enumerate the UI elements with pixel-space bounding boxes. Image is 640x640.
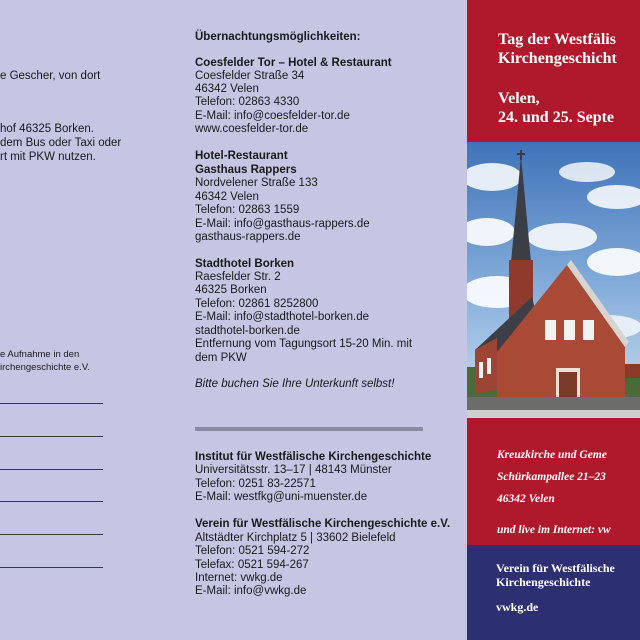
hotel-detail: stadthotel-borken.de <box>195 325 300 337</box>
hotel-detail: 46342 Velen <box>195 191 259 203</box>
hotel-detail: Telefon: 02863 4330 <box>195 96 300 108</box>
hotel-name: Coesfelder Tor – Hotel & Restaurant <box>195 57 392 69</box>
accommodation-heading: Übernachtungsmöglichkeiten: <box>195 31 361 43</box>
hotel-detail: Raesfelder Str. 2 <box>195 271 281 283</box>
hotel-detail: E-Mail: info@stadthotel-borken.de <box>195 311 370 323</box>
organizer-name: Verein für Westfälische <box>496 561 615 575</box>
contact-detail: Telefax: 0521 594-267 <box>195 559 309 571</box>
contact-detail: Universitätsstr. 13–17 | 48143 Münster <box>195 464 392 476</box>
text-fragment: rt mit PKW nutzen. <box>0 151 96 163</box>
cover-panel <box>467 0 640 640</box>
hotel-detail: Entfernung vom Tagungsort 15-20 Min. mit <box>195 338 413 350</box>
form-note: irchengeschichte e.V. <box>0 362 90 373</box>
text-fragment: dem Bus oder Taxi oder <box>0 137 122 149</box>
hotel-detail: dem PKW <box>195 352 247 364</box>
hotel-detail: 46342 Velen <box>195 83 259 95</box>
venue-line: 46342 Velen <box>497 493 555 505</box>
livestream-line: und live im Internet: vw <box>497 524 611 536</box>
church-photo <box>467 142 640 410</box>
hotel-detail: Nordvelener Straße 133 <box>195 177 318 189</box>
organizer-block <box>467 542 640 640</box>
title-block <box>467 0 640 142</box>
hotel-detail: Telefon: 02863 1559 <box>195 204 300 216</box>
form-line <box>0 436 103 437</box>
contact-detail: Internet: vwkg.de <box>195 572 283 584</box>
event-date: Velen, <box>498 90 540 107</box>
church-image <box>467 142 640 410</box>
text-fragment: hof 46325 Borken. <box>0 123 94 135</box>
hotel-detail: Coesfelder Straße 34 <box>195 70 305 82</box>
booking-note: Bitte buchen Sie Ihre Unterkunft selbst! <box>195 378 395 390</box>
hotel-name: Hotel-Restaurant <box>195 150 288 162</box>
venue-line: Kreuzkirche und Geme <box>497 449 607 461</box>
section-divider <box>195 427 423 431</box>
form-line <box>0 403 103 404</box>
hotel-detail: Telefon: 02861 8252800 <box>195 298 319 310</box>
middle-column <box>185 0 467 640</box>
form-line <box>0 534 103 535</box>
hotel-name: Gasthaus Rappers <box>195 164 297 176</box>
venue-line: Schürkampallee 21–23 <box>497 471 606 483</box>
text-fragment: e Gescher, von dort <box>0 70 101 82</box>
form-line <box>0 501 103 502</box>
contact-detail: E-Mail: info@vwkg.de <box>195 585 307 597</box>
hotel-detail: www.coesfelder-tor.de <box>195 123 309 135</box>
hotel-name: Stadthotel Borken <box>195 258 295 270</box>
hotel-detail: 46325 Borken <box>195 284 267 296</box>
form-line <box>0 567 103 568</box>
event-title: Kirchengeschicht <box>498 50 617 67</box>
contact-name: Verein für Westfälische Kirchengeschichte e.V. <box>195 518 451 530</box>
contact-name: Institut für Westfälische Kirchengeschichte <box>195 451 432 463</box>
event-date: 24. und 25. Septe <box>498 109 615 126</box>
contact-detail: Telefon: 0251 83-22571 <box>195 478 316 490</box>
contact-detail: Altstädter Kirchplatz 5 | 33602 Bielefeld <box>195 532 396 544</box>
organizer-name: Kirchengeschichte <box>496 575 591 589</box>
venue-block <box>467 410 640 542</box>
form-line <box>0 469 103 470</box>
event-title: Tag der Westfälis <box>498 31 616 48</box>
hotel-detail: E-Mail: info@gasthaus-rappers.de <box>195 218 370 230</box>
left-column <box>0 0 185 640</box>
hotel-detail: E-Mail: info@coesfelder-tor.de <box>195 110 350 122</box>
contact-detail: E-Mail: westfkg@uni-muenster.de <box>195 491 368 503</box>
contact-detail: Telefon: 0521 594-272 <box>195 545 310 557</box>
organizer-url: vwkg.de <box>496 600 539 614</box>
hotel-detail: gasthaus-rappers.de <box>195 231 301 243</box>
form-note: e Aufnahme in den <box>0 349 80 360</box>
